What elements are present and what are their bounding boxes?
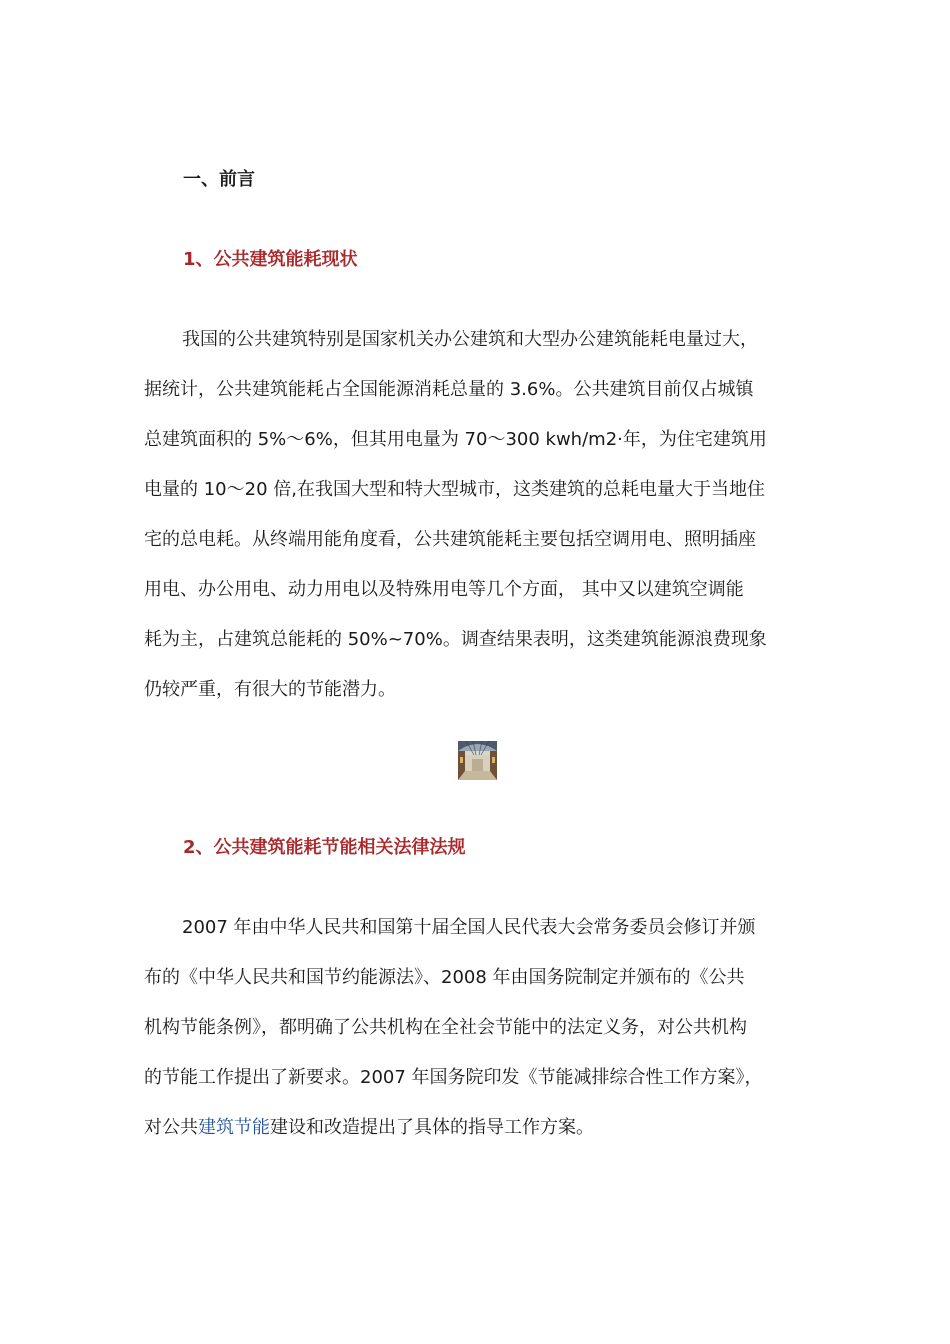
paragraph-line: 机构节能条例》，都明确了公共机构在全社会节能中的法定义务，对公共机构 (144, 1017, 747, 1038)
paragraph-line: 宅的总电耗。从终端用能角度看，公共建筑能耗主要包括空调用电、照明插座 (144, 529, 756, 550)
paragraph-line: 2007 年由中华人民共和国第十届全国人民代表大会常务委员会修订并颁 (182, 917, 756, 938)
paragraph-line: 据统计，公共建筑能耗占全国能源消耗总量的 3.6%。公共建筑目前仅占城镇 (144, 379, 754, 400)
paragraph-line-last (144, 1103, 810, 1153)
paragraph-line: 耗为主，占建筑总能耗的 50%~70%。调查结果表明，这类建筑能源浪费现象 (144, 629, 767, 650)
paragraph-line: 的节能工作提出了新要求。2007 年国务院印发《节能减排综合性工作方案》， (144, 1067, 763, 1088)
paragraph-line: 用电、办公用电、动力用电以及特殊用电等几个方面， 其中又以建筑空调能 (144, 579, 744, 600)
subsection-title-1: 1、公共建筑能耗现状 (183, 249, 358, 270)
section-title: 一、前言 (183, 169, 255, 190)
paragraph-line: 我国的公共建筑特别是国家机关办公建筑和大型办公建筑能耗电量过大， (182, 329, 758, 350)
paragraph-line: 布的《中华人民共和国节约能源法》、2008 年由国务院制定并颁布的《公共 (144, 967, 745, 988)
atrium-image-icon (458, 741, 497, 780)
building-energy-link[interactable]: 建筑节能 (198, 1117, 270, 1138)
line-prefix: 对公共 (144, 1117, 198, 1138)
paragraph-line: 总建筑面积的 5%～6%，但其用电量为 70～300 kwh/m2·年，为住宅建筑用 (144, 429, 767, 450)
paragraph-1 (144, 315, 810, 715)
paragraph-line: 电量的 10～20 倍,在我国大型和特大型城市，这类建筑的总耗电量大于当地住 (144, 479, 765, 500)
line-suffix: 建设和改造提出了具体的指导工作方案。 (270, 1117, 594, 1138)
building-interior-photo (458, 741, 497, 780)
paragraph-line: 仍较严重，有很大的节能潜力。 (144, 679, 396, 700)
subsection-title-2: 2、公共建筑能耗节能相关法律法规 (183, 837, 466, 858)
paragraph-2 (144, 903, 810, 1153)
